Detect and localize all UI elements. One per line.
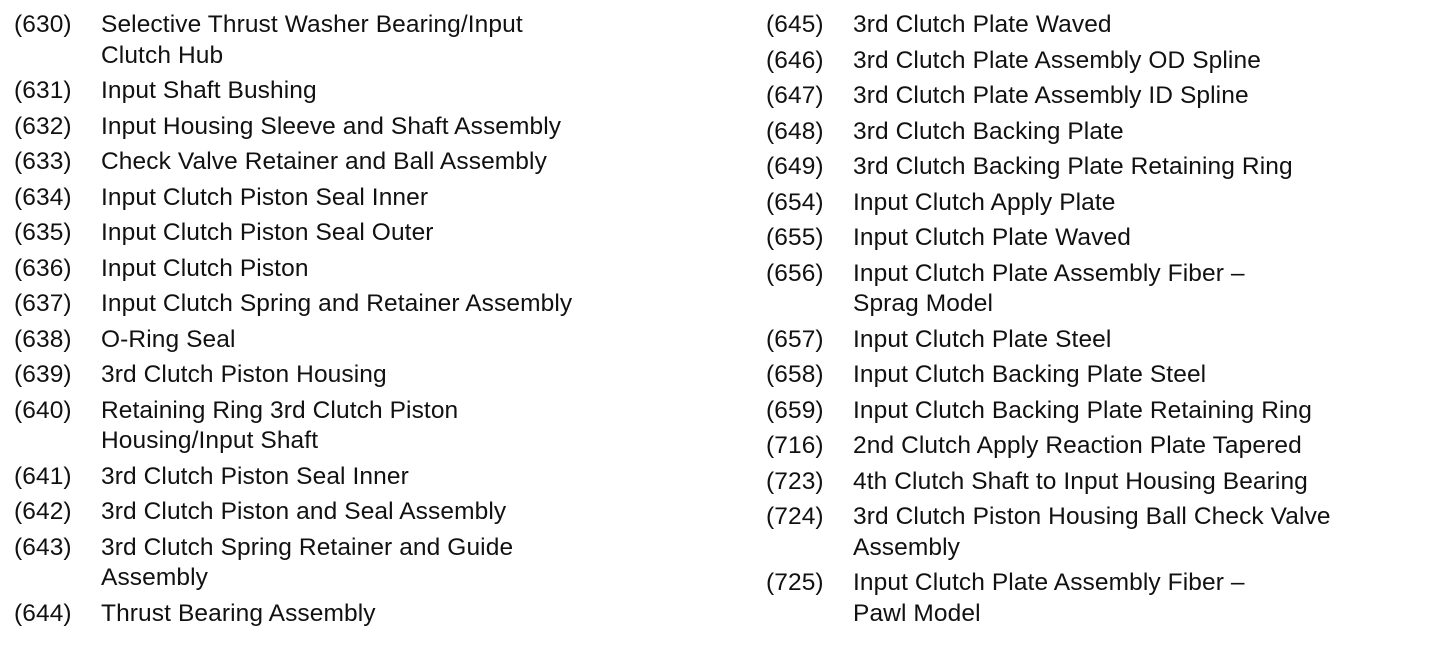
part-description: Input Clutch Piston Seal Outer [101,219,434,246]
list-item [14,218,704,249]
list-item [766,46,1426,77]
part-description: O-Ring Seal [101,325,236,353]
part-number: (642) [14,498,72,525]
part-number: (632) [14,112,72,140]
list-item [766,360,1426,391]
list-item [14,325,704,356]
part-description: 3rd Clutch Backing Plate Retaining Ring [853,153,1293,180]
part-number: (647) [766,82,824,109]
part-description: Input Clutch Plate Waved [853,224,1131,251]
part-description: Retaining Ring 3rd Clutch Piston Housing/Input Shaft [101,396,459,454]
parts-list-left [14,10,704,634]
part-description: 3rd Clutch Plate Assembly OD Spline [853,46,1261,74]
list-item [766,223,1426,254]
parts-list-right [766,10,1426,634]
part-description: 3rd Clutch Spring Retainer and Guide Assembly [101,533,514,591]
part-description: Input Clutch Piston Seal Inner [101,183,429,211]
list-item [14,599,704,630]
part-number: (637) [14,290,72,317]
part-description: Input Clutch Backing Plate Retaining Ring [853,396,1312,424]
part-number: (636) [14,254,72,282]
list-item [14,147,704,178]
part-number: (655) [766,224,824,251]
part-number: (716) [766,432,824,459]
part-number: (646) [766,46,824,74]
list-item [766,467,1426,498]
part-number: (640) [14,396,72,424]
list-item [766,117,1426,148]
list-item [14,533,704,594]
part-description: 2nd Clutch Apply Reaction Plate Tapered [853,432,1302,459]
part-description: Input Clutch Backing Plate Steel [853,361,1207,388]
list-item [766,431,1426,462]
part-number: (639) [14,361,72,388]
part-number: (630) [14,11,72,38]
part-description: Input Shaft Bushing [101,77,317,104]
part-description: 3rd Clutch Backing Plate [853,117,1124,145]
part-number: (641) [14,462,72,490]
list-item [766,10,1426,41]
part-description: 3rd Clutch Plate Waved [853,11,1112,38]
part-description: Input Housing Sleeve and Shaft Assembly [101,112,562,140]
list-item [766,259,1426,320]
list-item [766,325,1426,356]
part-description: Selective Thrust Washer Bearing/Input Clutch Hub [101,11,523,69]
part-number: (649) [766,153,824,180]
list-item [766,396,1426,427]
part-number: (658) [766,361,824,388]
part-number: (638) [14,325,72,353]
list-item [766,502,1426,563]
list-item [14,396,704,457]
part-description: 4th Clutch Shaft to Input Housing Bearing [853,467,1308,495]
part-number: (645) [766,11,824,38]
part-number: (654) [766,188,824,216]
part-number: (657) [766,325,824,353]
part-number: (631) [14,77,72,104]
part-description: 3rd Clutch Piston Housing Ball Check Valve Assembly [853,503,1331,561]
list-item [14,289,704,320]
part-number: (648) [766,117,824,145]
part-number: (644) [14,599,72,627]
list-item [14,360,704,391]
list-item [14,183,704,214]
part-number: (659) [766,396,824,424]
part-number: (724) [766,503,824,530]
part-number: (633) [14,148,72,175]
list-item [14,497,704,528]
list-item [766,81,1426,112]
list-item [14,10,704,71]
part-number: (725) [766,569,824,596]
part-description: 3rd Clutch Piston and Seal Assembly [101,498,507,525]
list-item [766,568,1426,629]
part-number: (656) [766,259,824,287]
list-item [766,152,1426,183]
part-number: (723) [766,467,824,495]
part-number: (643) [14,533,72,561]
part-description: 3rd Clutch Piston Seal Inner [101,462,409,490]
part-description: Input Clutch Plate Assembly Fiber – Sprag Model [853,259,1245,317]
list-item [766,188,1426,219]
list-item [14,112,704,143]
part-description: Input Clutch Plate Assembly Fiber – Pawl Model [853,569,1245,627]
part-description: Input Clutch Apply Plate [853,188,1116,216]
part-number: (634) [14,183,72,211]
part-number: (635) [14,219,72,246]
part-description: Input Clutch Spring and Retainer Assembly [101,290,573,317]
part-description: Input Clutch Piston [101,254,309,282]
part-description: Thrust Bearing Assembly [101,599,376,627]
part-description: 3rd Clutch Piston Housing [101,361,387,388]
list-item [14,254,704,285]
part-description: 3rd Clutch Plate Assembly ID Spline [853,82,1249,109]
list-item [14,76,704,107]
list-item [14,462,704,493]
part-description: Input Clutch Plate Steel [853,325,1112,353]
part-description: Check Valve Retainer and Ball Assembly [101,148,547,175]
